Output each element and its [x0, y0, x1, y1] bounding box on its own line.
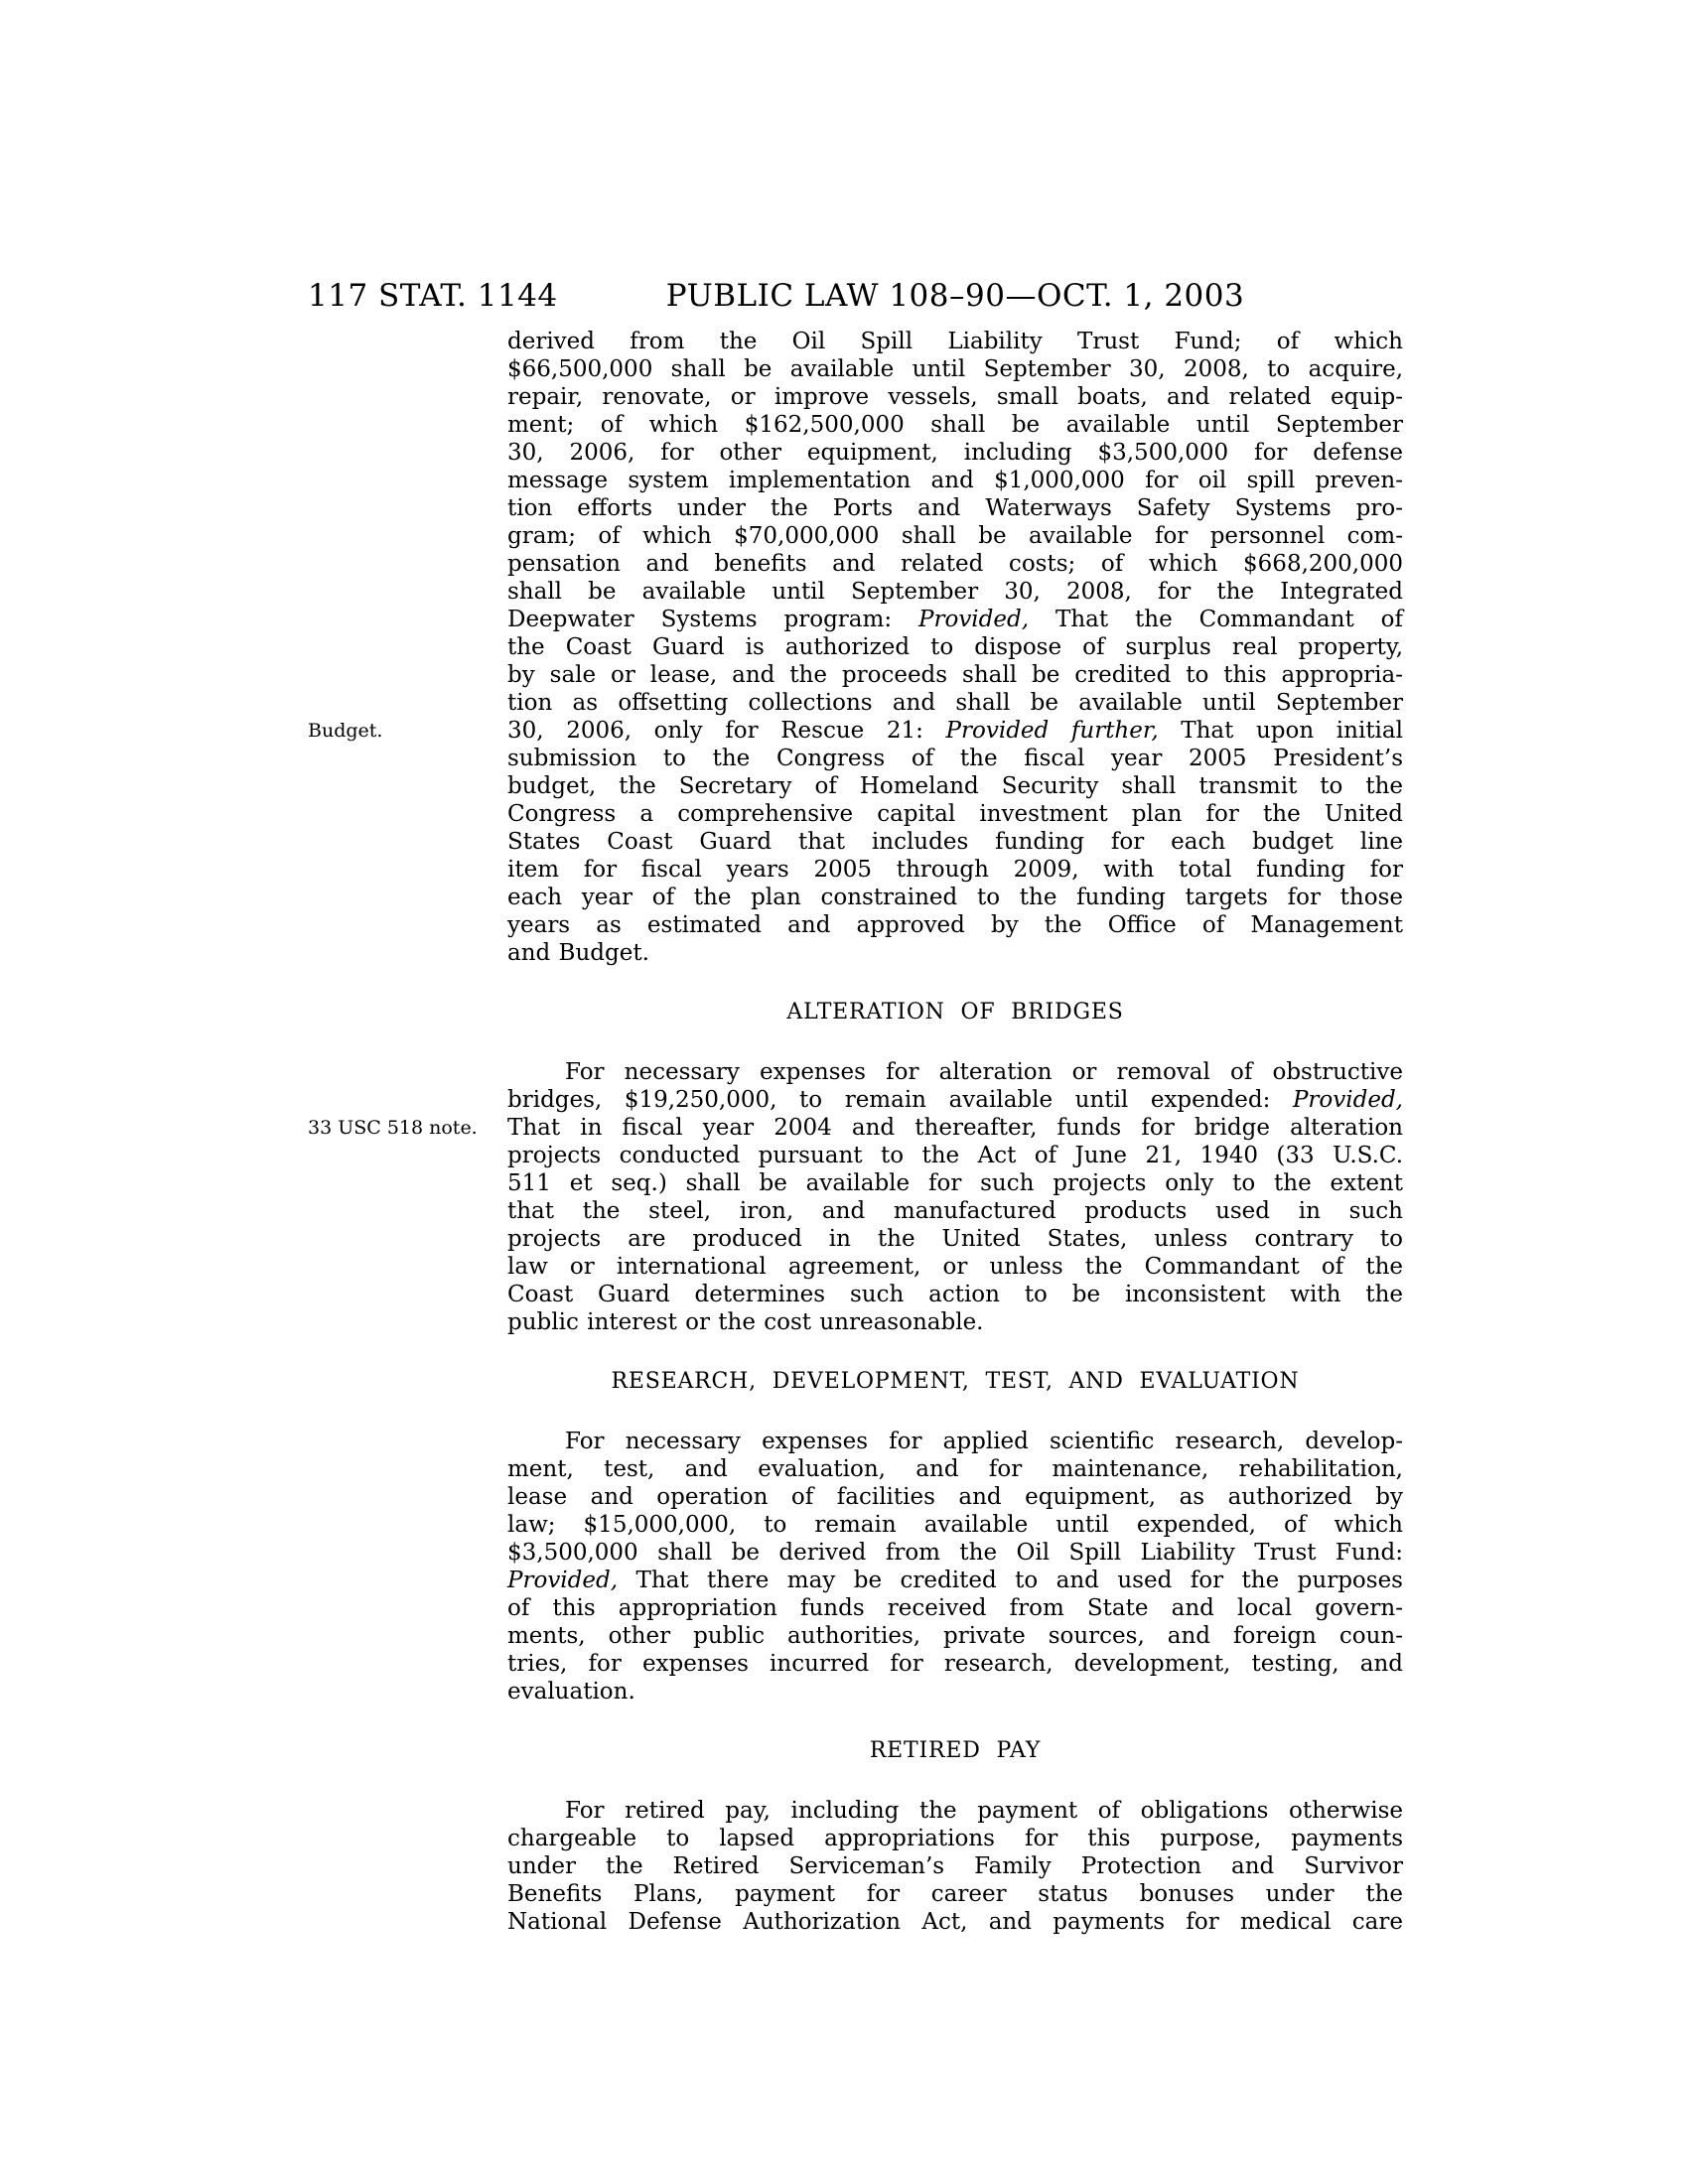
text-line: Provided, That there may be credited to and used for the purposes [507, 1568, 1403, 1593]
text-line: tries, for expenses incurred for research, development, testing, and [507, 1651, 1403, 1677]
text-line: chargeable to lapsed appropriations for this purpose, payments [507, 1826, 1403, 1851]
text-line: shall be available until September 30, 2008, for the Integrated [507, 579, 1403, 605]
paragraph [507, 1797, 1403, 1936]
text-line: each year of the plan constrained to the funding targets for those [507, 885, 1403, 910]
text-line: bridges, $19,250,000, to remain available until expended: Provided, [507, 1087, 1403, 1113]
text-line: law or international agreement, or unless the Commandant of the [507, 1254, 1403, 1280]
text-line: Congress a comprehensive capital investment plan for the United [507, 801, 1403, 827]
text-line: National Defense Authorization Act, and payments for medical care [507, 1909, 1403, 1935]
page-header [308, 276, 1403, 320]
text-line: That in fiscal year 2004 and thereafter, funds for bridge alteration [507, 1115, 1403, 1141]
text-line: repair, renovate, or improve vessels, small boats, and related equip- [507, 384, 1403, 410]
text-line: $66,500,000 shall be available until September 30, 2008, to acquire, [507, 356, 1403, 382]
text-line: pensation and benefits and related costs; of which $668,200,000 [507, 551, 1403, 577]
paragraph [507, 1058, 1403, 1336]
text-line: derived from the Oil Spill Liability Trust Fund; of which [507, 329, 1403, 354]
text-line: public interest or the cost unreasonable. [507, 1309, 984, 1335]
text-line: $3,500,000 shall be derived from the Oil Spill Liability Trust Fund: [507, 1540, 1403, 1566]
section-heading: RESEARCH, DEVELOPMENT, TEST, AND EVALUATION [611, 1369, 1300, 1394]
text-line: item for fiscal years 2005 through 2009, with total funding for [507, 857, 1403, 883]
text-line: law; $15,000,000, to remain available until expended, of which [507, 1512, 1403, 1538]
section-heading: RETIRED PAY [869, 1738, 1042, 1763]
text-line: ment, test, and evaluation, and for maintenance, rehabilitation, [507, 1456, 1403, 1482]
text-line: of this appropriation funds received from State and local govern- [507, 1595, 1403, 1621]
law-heading: PUBLIC LAW 108–90—OCT. 1, 2003 [665, 278, 1245, 314]
text-line: States Coast Guard that includes funding for each budget line [507, 829, 1403, 855]
paragraph [507, 1428, 1403, 1706]
text-line: submission to the Congress of the fiscal year 2005 President’s [507, 746, 1403, 771]
text-line: 511 et seq.) shall be available for such projects only to the extent [507, 1170, 1403, 1196]
text-line: tion as offsetting collections and shall be available until September [507, 690, 1403, 716]
text-line: evaluation. [507, 1679, 635, 1705]
section-heading: ALTERATION OF BRIDGES [786, 1000, 1124, 1024]
text-line: 30, 2006, for other equipment, including $3,500,000 for defense [507, 440, 1403, 466]
text-line: projects conducted pursuant to the Act of June 21, 1940 (33 U.S.C. [507, 1143, 1403, 1168]
text-line: projects are produced in the United States, unless contrary to [507, 1226, 1403, 1252]
text-line: by sale or lease, and the proceeds shall be credited to this appropria- [507, 662, 1403, 688]
stat-page-number: 117 STAT. 1144 [308, 278, 558, 314]
document-body [507, 328, 1403, 1936]
text-line: years as estimated and approved by the Office of Management [507, 912, 1403, 938]
text-line: ment; of which $162,500,000 shall be available until September [507, 412, 1403, 438]
text-line: tion efforts under the Ports and Waterways Safety Systems pro- [507, 495, 1403, 521]
margin-note-usc-518: 33 USC 518 note. [308, 1117, 478, 1139]
text-line: For necessary expenses for alteration or removal of obstructive [565, 1059, 1403, 1085]
text-line: message system implementation and $1,000,000 for oil spill preven- [507, 468, 1403, 493]
paragraph [507, 328, 1403, 967]
margin-note-budget: Budget. [308, 720, 383, 742]
text-line: Coast Guard determines such action to be inconsistent with the [507, 1282, 1403, 1307]
text-line: Deepwater Systems program: Provided, That the Commandant of [507, 607, 1403, 632]
text-line: the Coast Guard is authorized to dispose of surplus real property, [507, 634, 1403, 660]
text-line: For retired pay, including the payment of obligations otherwise [565, 1798, 1403, 1824]
text-line: For necessary expenses for applied scientific research, develop- [565, 1429, 1403, 1454]
text-line: that the steel, iron, and manufactured products used in such [507, 1198, 1403, 1224]
text-line: lease and operation of facilities and equipment, as authorized by [507, 1484, 1403, 1510]
text-line: 30, 2006, only for Rescue 21: Provided further, That upon initial [507, 718, 1403, 744]
text-line: under the Retired Serviceman’s Family Protection and Survivor [507, 1853, 1403, 1879]
text-line: gram; of which $70,000,000 shall be available for personnel com- [507, 523, 1403, 549]
text-line: Benefits Plans, payment for career status bonuses under the [507, 1881, 1403, 1907]
text-line: budget, the Secretary of Homeland Security shall transmit to the [507, 773, 1403, 799]
text-line: ments, other public authorities, private sources, and foreign coun- [507, 1623, 1403, 1649]
text-line: and Budget. [507, 940, 649, 966]
